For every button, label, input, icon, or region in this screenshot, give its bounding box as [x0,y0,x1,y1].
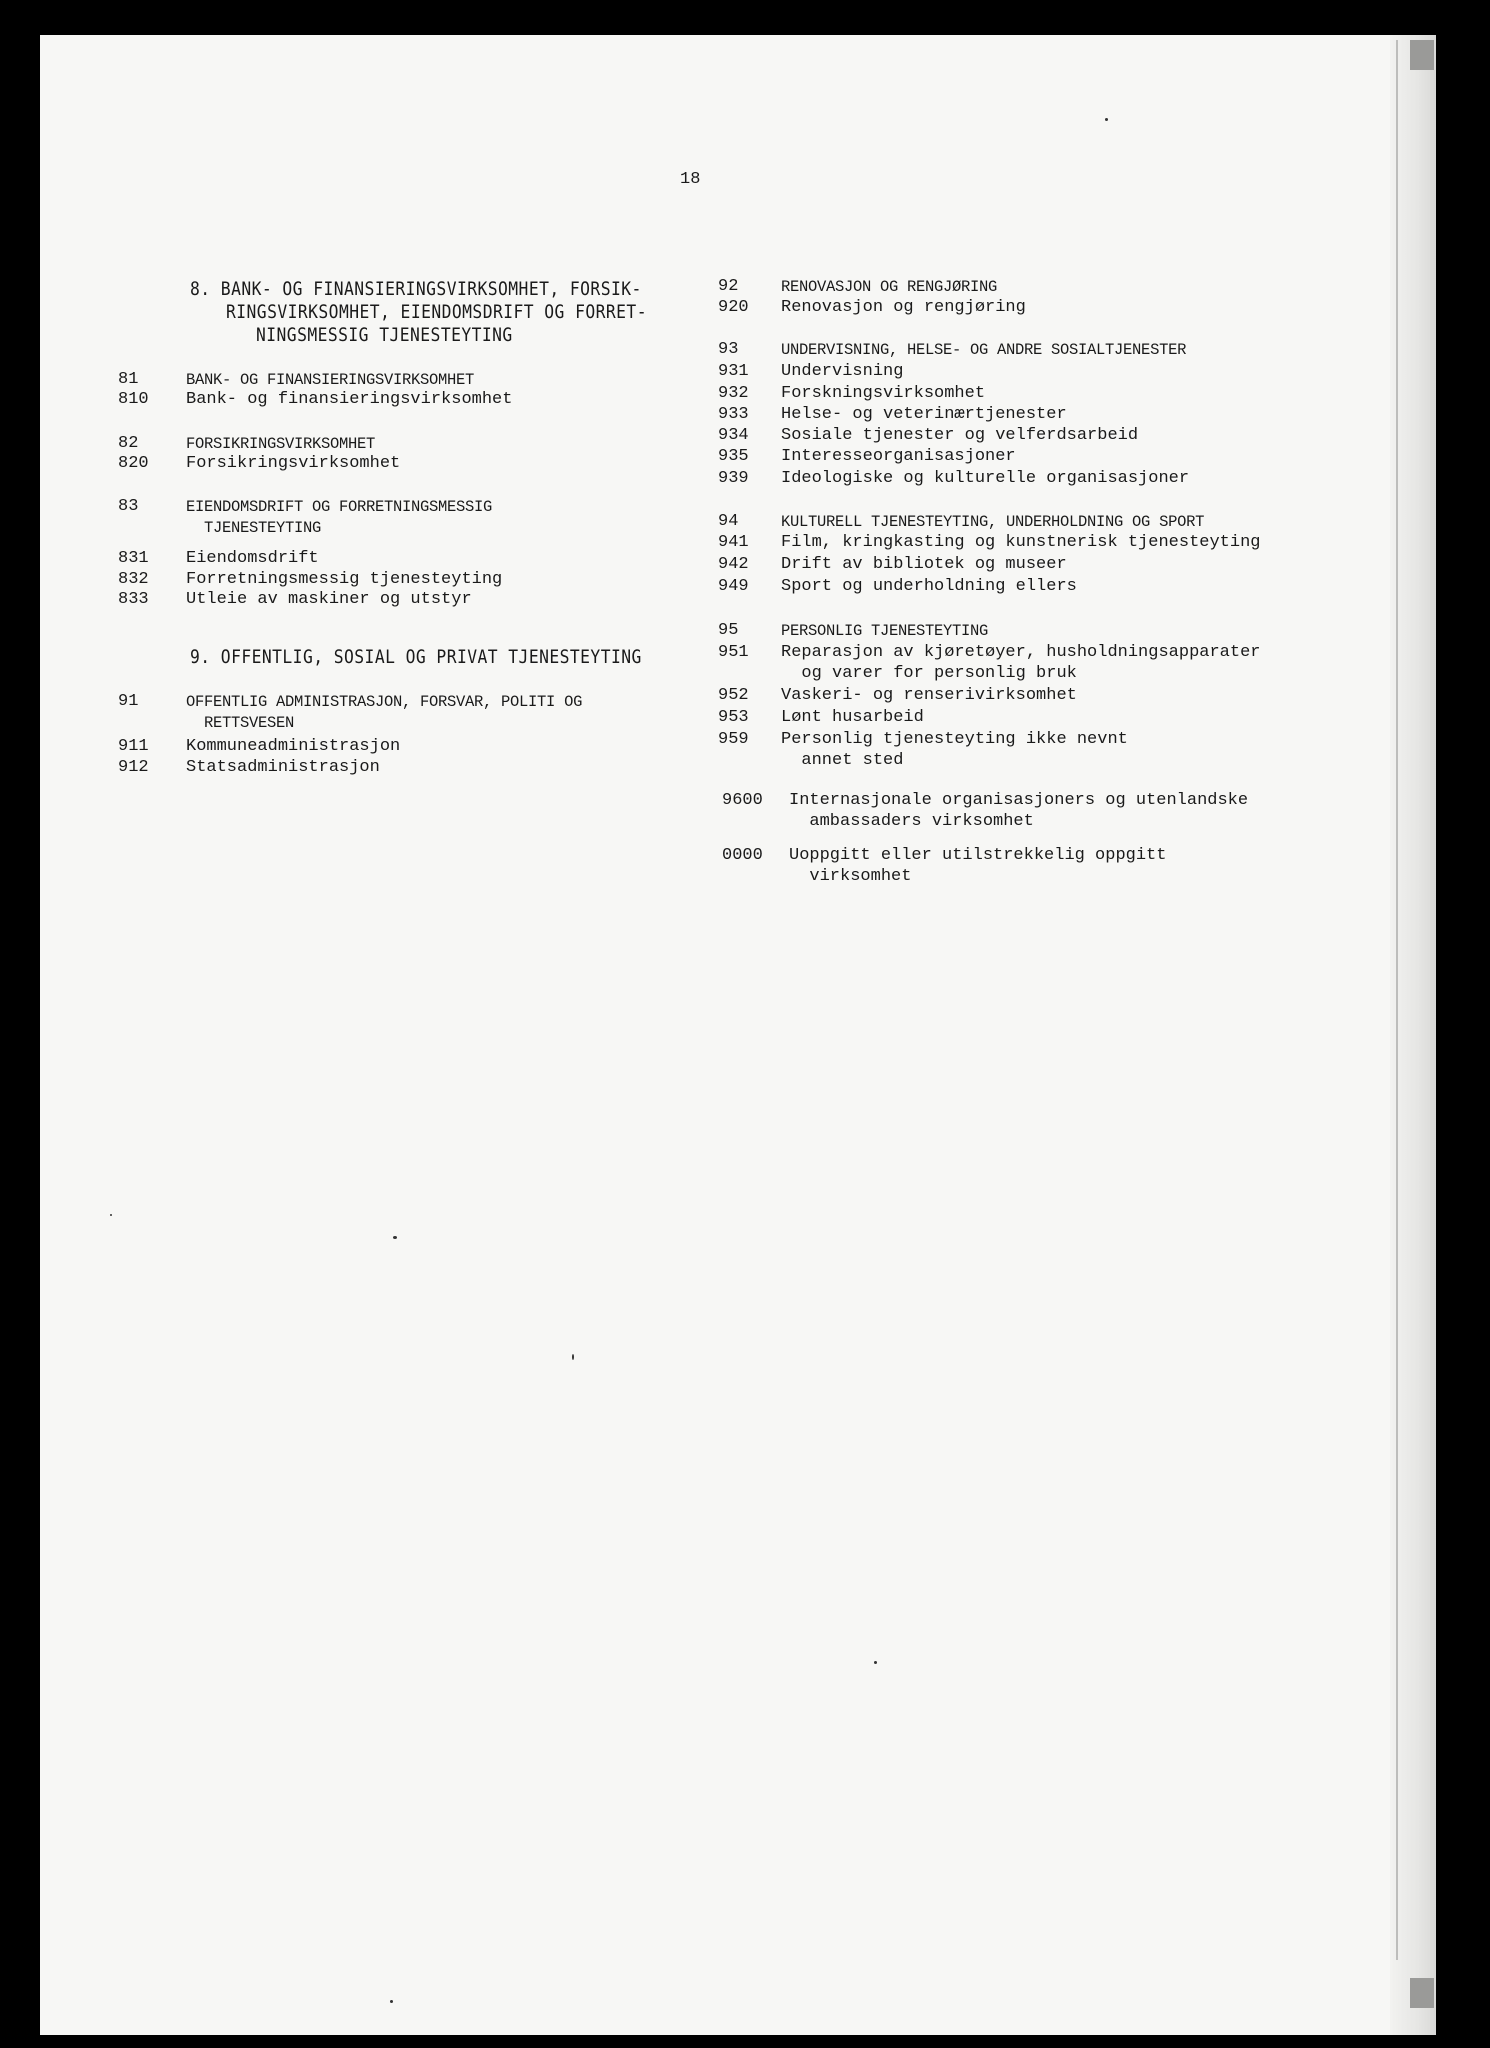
classification-label: Reparasjon av kjøretøyer, husholdningsapparater [781,643,1261,662]
classification-label: Forretningsmessig tjenesteyting [186,570,503,589]
classification-label: Kommuneadministrasjon [186,737,401,756]
classification-label: Personlig tjenesteyting ikke nevnt [781,730,1128,749]
classification-code: 920 [718,298,749,317]
classification-code: 93 [718,340,739,359]
classification-label: RENOVASJON OG RENGJØRING [781,278,998,296]
classification-code: 941 [718,533,749,552]
classification-label: EIENDOMSDRIFT OG FORRETNINGSMESSIG [186,498,493,516]
classification-label: RETTSVESEN [186,714,295,732]
classification-label: Interesseorganisasjoner [781,447,1016,466]
section-9-title: 9. OFFENTLIG, SOSIAL OG PRIVAT TJENESTEYTING [190,646,642,668]
scan-speck [874,1661,877,1664]
classification-label: BANK- OG FINANSIERINGSVIRKSOMHET [186,371,475,389]
classification-label: Lønt husarbeid [781,708,924,727]
classification-code: 911 [118,737,149,756]
section-8-title-line: RINGSVIRKSOMHET, EIENDOMSDRIFT OG FORRET- [226,301,647,323]
classification-label: Forskningsvirksomhet [781,384,986,403]
classification-label: Helse- og veterinærtjenester [781,405,1067,424]
classification-code: 942 [718,555,749,574]
classification-code: 94 [718,512,739,531]
classification-code: 92 [718,277,739,296]
classification-label: og varer for personlig bruk [781,664,1077,683]
classification-label: Statsadministrasjon [186,758,380,777]
classification-code: 81 [118,370,139,389]
classification-code: 949 [718,577,749,596]
classification-label: PERSONLIG TJENESTEYTING [781,622,989,640]
classification-code: 810 [118,390,149,409]
classification-code: 91 [118,692,139,711]
page-edge-line [1396,40,1398,1960]
classification-label: FORSIKRINGSVIRKSOMHET [186,435,376,453]
classification-code: 953 [718,708,749,727]
classification-code: 9600 [722,791,763,810]
section-8-title-line: NINGSMESSIG TJENESTEYTING [256,324,513,346]
classification-code: 832 [118,570,149,589]
classification-label: TJENESTEYTING [186,519,322,537]
classification-code: 933 [718,405,749,424]
classification-label: Ideologiske og kulturelle organisasjoner [781,469,1190,488]
classification-label: Undervisning [781,362,904,381]
section-8-title-line: 8. BANK- OG FINANSIERINGSVIRKSOMHET, FORSIK- [190,278,642,300]
scan-speck [390,2000,393,2003]
classification-code: 951 [718,643,749,662]
classification-code: 831 [118,549,149,568]
classification-label: Bank- og finansieringsvirksomhet [186,390,513,409]
scan-speck [393,1236,397,1239]
classification-code: 912 [118,758,149,777]
classification-code: 935 [718,447,749,466]
scan-speck [1105,118,1108,121]
classification-label: Vaskeri- og renserivirksomhet [781,686,1077,705]
classification-label: Sosiale tjenester og velferdsarbeid [781,426,1139,445]
classification-label: Film, kringkasting og kunstnerisk tjenesteyting [781,533,1261,552]
classification-label: Forsikringsvirksomhet [186,454,401,473]
classification-code: 932 [718,384,749,403]
classification-code: 939 [718,469,749,488]
scan-speck [110,1214,112,1216]
classification-code: 952 [718,686,749,705]
classification-code: 931 [718,362,749,381]
scan-corner-mark [1410,1978,1434,2008]
classification-label: virksomhet [789,867,912,886]
classification-label: Eiendomsdrift [186,549,319,568]
classification-label: ambassaders virksomhet [789,812,1034,831]
classification-label: Sport og underholdning ellers [781,577,1077,596]
scan-speck [572,1354,574,1360]
document-page [40,35,1436,2035]
classification-code: 95 [718,621,739,640]
classification-label: Utleie av maskiner og utstyr [186,590,472,609]
classification-label: UNDERVISNING, HELSE- OG ANDRE SOSIALTJENESTER [781,341,1187,359]
scan-corner-mark [1410,40,1434,70]
classification-label: annet sted [781,751,904,770]
page-number: 18 [680,170,701,189]
classification-label: Drift av bibliotek og museer [781,555,1067,574]
classification-label: Internasjonale organisasjoners og utenlandske [789,791,1249,810]
classification-label: KULTURELL TJENESTEYTING, UNDERHOLDNING OG SPORT [781,513,1205,531]
classification-label: Renovasjon og rengjøring [781,298,1026,317]
classification-label: OFFENTLIG ADMINISTRASJON, FORSVAR, POLITI OG [186,693,583,711]
classification-code: 0000 [722,846,763,865]
classification-code: 820 [118,454,149,473]
classification-code: 833 [118,590,149,609]
classification-code: 959 [718,730,749,749]
classification-code: 83 [118,497,139,516]
classification-code: 82 [118,434,139,453]
classification-code: 934 [718,426,749,445]
classification-label: Uoppgitt eller utilstrekkelig oppgitt [789,846,1167,865]
